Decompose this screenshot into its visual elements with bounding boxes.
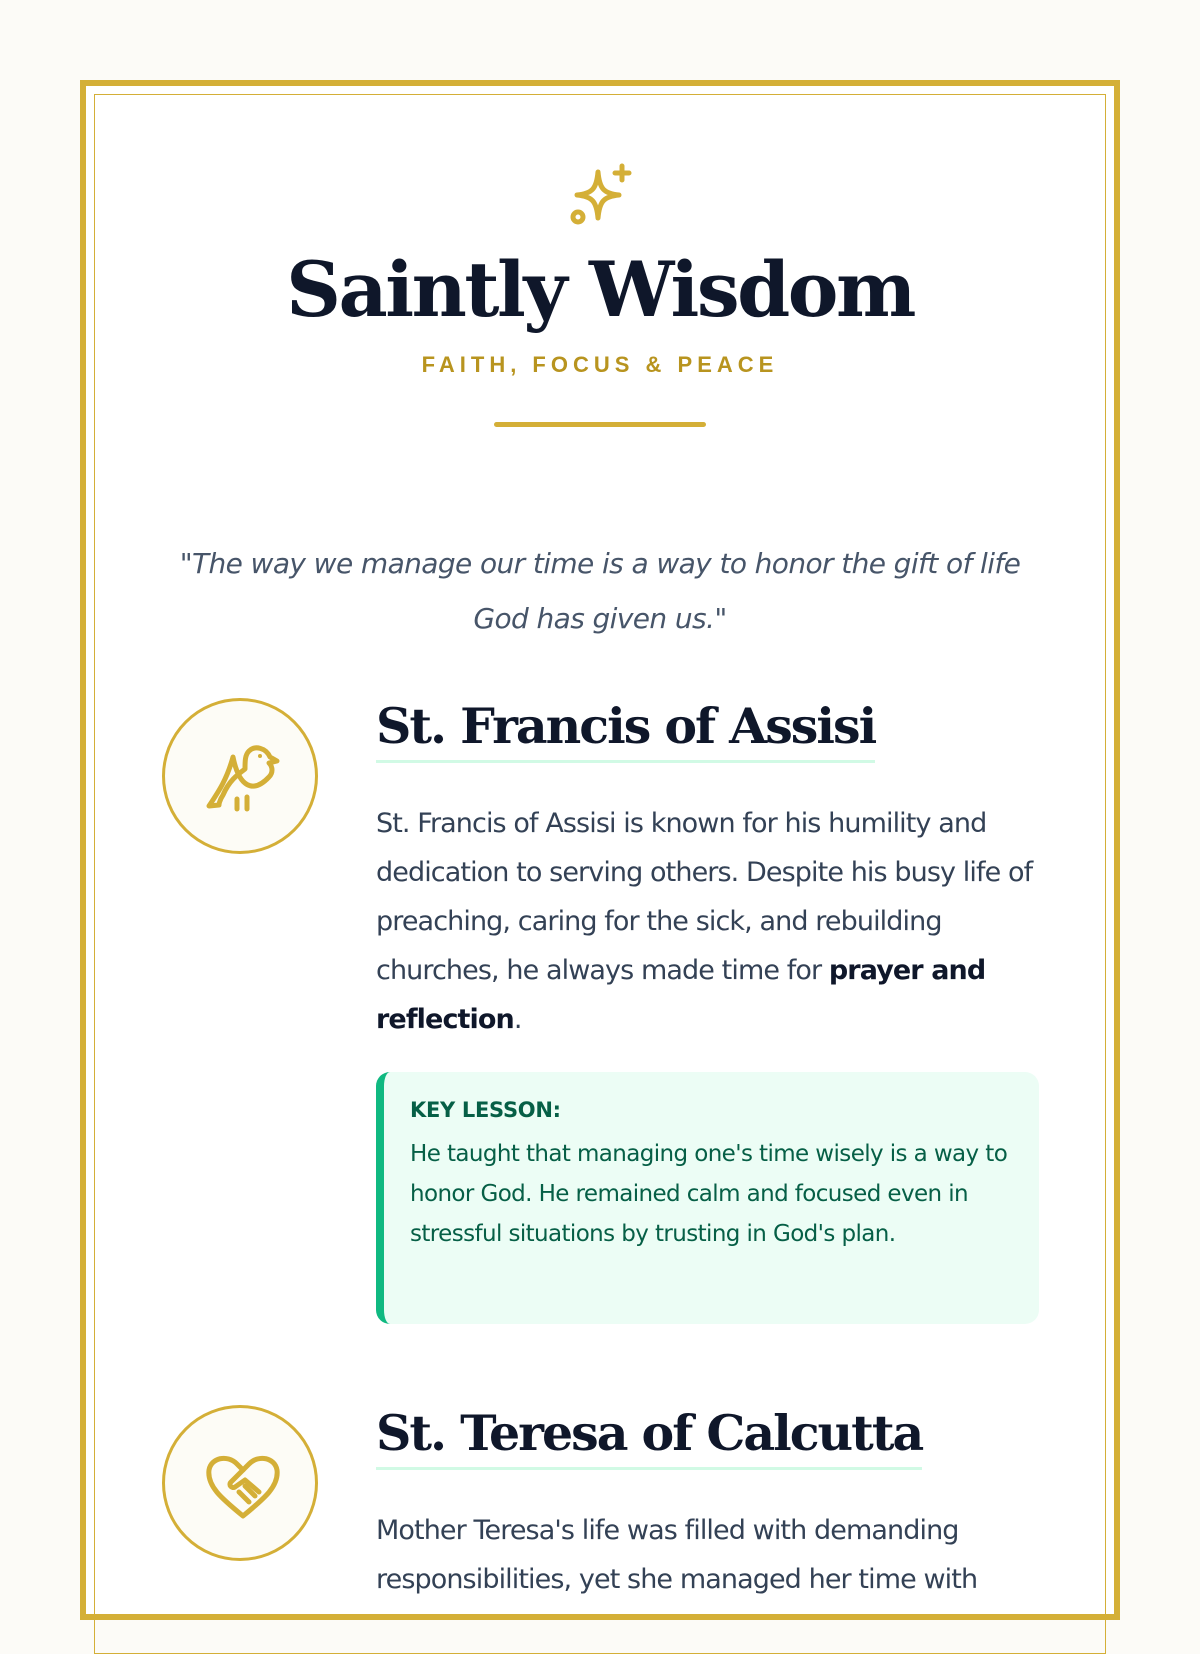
page-subtitle: FAITH, FOCUS & PEACE	[421, 352, 779, 377]
saint-name: St. Teresa of Calcutta	[376, 1405, 922, 1470]
title-divider	[494, 422, 706, 427]
sparkles-icon	[567, 162, 633, 228]
saint-description	[376, 1506, 1046, 1604]
key-lesson-label: KEY LESSON:	[410, 1098, 561, 1122]
saint-description-text: St. Francis of Assisi is known for his humility and dedication to serving others. Despite his busy life of preaching, caring for the sick, and rebuilding churches, he always made time for	[376, 808, 1033, 986]
key-lesson-box	[376, 1072, 1039, 1324]
saint-description-end: .	[513, 1004, 522, 1035]
bird-icon	[203, 739, 283, 819]
page-title: Saintly Wisdom	[286, 245, 914, 334]
saint-description	[376, 799, 1046, 1044]
heart-handshake-icon	[203, 1446, 283, 1526]
key-lesson-text: He taught that managing one's time wisely is a way to honor God. He remained calm and focused even in stressful situations by trusting in God's plan.	[410, 1141, 1008, 1247]
saint-icon-badge	[162, 698, 318, 854]
saint-icon-badge	[162, 1405, 318, 1561]
saint-description-emphasis: prayer and reflection	[376, 955, 986, 1035]
intro-quote: "The way we manage our time is a way to honor the gift of life God has given us."	[179, 547, 1021, 635]
saint-description-text: Mother Teresa's life was filled with demanding responsibilities, yet she managed her time with	[376, 1515, 978, 1595]
saint-name: St. Francis of Assisi	[376, 698, 875, 763]
